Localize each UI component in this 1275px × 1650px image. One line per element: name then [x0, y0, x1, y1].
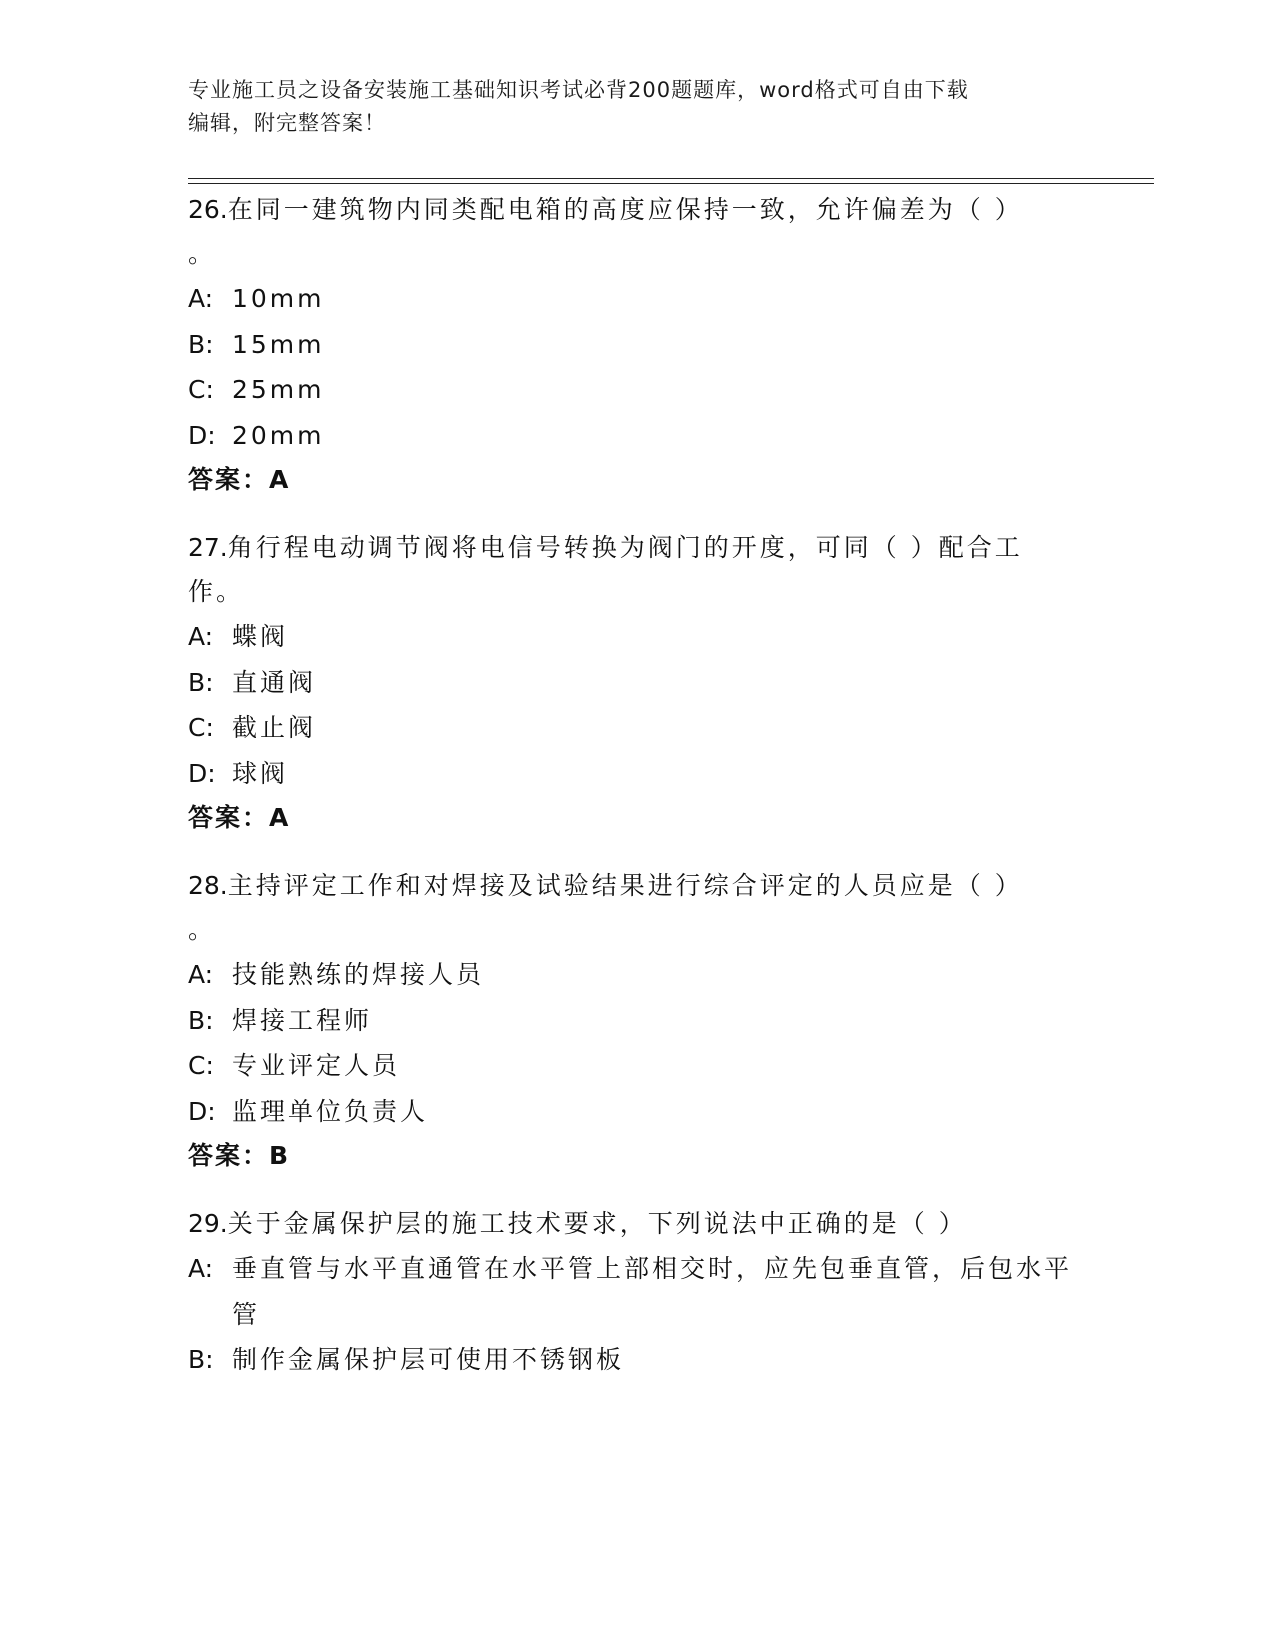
question-28	[188, 864, 1088, 1178]
option-text: 监理单位负责人	[232, 1096, 429, 1126]
option-letter: C:	[188, 375, 214, 404]
option-text: 制作金属保护层可使用不锈钢板	[232, 1345, 625, 1374]
option-letter: D:	[188, 420, 216, 450]
option-text: 球阀	[232, 758, 289, 788]
question-29	[188, 1202, 1088, 1383]
option-b	[188, 1337, 1088, 1383]
question-stem-continuation: 。	[188, 915, 217, 944]
option-letter: A:	[188, 284, 214, 313]
header-line-1: 专业施工员之设备安装施工基础知识考试必背200题题库，word格式可自由下载	[188, 78, 969, 102]
option-letter: B:	[188, 667, 214, 697]
option-text: 直通阀	[232, 667, 317, 697]
question-stem	[188, 526, 1088, 570]
option-b	[188, 998, 1088, 1044]
option-d	[188, 751, 1088, 797]
question-stem-continuation: 作。	[188, 577, 245, 606]
option-text: 截止阀	[232, 713, 317, 742]
option-a	[188, 952, 1088, 998]
question-list	[188, 188, 1088, 1407]
answer-label: 答案：A	[188, 803, 291, 832]
option-text: 专业评定人员	[232, 1051, 401, 1080]
option-letter: A:	[188, 622, 214, 651]
question-stem	[188, 1202, 1088, 1246]
question-stem	[188, 864, 1088, 908]
option-text: 蝶阀	[232, 622, 289, 651]
option-letter: B:	[188, 329, 214, 359]
question-stem	[188, 188, 1088, 232]
option-letter: C:	[188, 1051, 214, 1080]
option-d	[188, 413, 1088, 459]
question-text: 主持评定工作和对焊接及试验结果进行综合评定的人员应是（ ）	[227, 871, 1023, 900]
option-text: 15mm	[232, 329, 325, 359]
option-text: 20mm	[232, 420, 325, 450]
header-divider-bottom	[188, 183, 1154, 184]
question-text: 角行程电动调节阀将电信号转换为阀门的开度，可同（ ）配合工	[227, 533, 1023, 562]
question-27	[188, 526, 1088, 840]
option-b	[188, 660, 1088, 706]
option-a	[188, 276, 1088, 322]
option-letter: D:	[188, 758, 216, 788]
option-letter: C:	[188, 713, 214, 742]
option-letter: A:	[188, 960, 214, 989]
document-header	[188, 74, 1068, 140]
option-text: 垂直管与水平直通管在水平管上部相交时，应先包垂直管，后包水平管	[232, 1254, 1073, 1329]
option-a	[188, 1246, 1088, 1337]
answer-label: 答案：B	[188, 1141, 291, 1170]
option-c	[188, 367, 1088, 413]
option-letter: B:	[188, 1345, 214, 1374]
option-letter: D:	[188, 1096, 216, 1126]
option-d	[188, 1089, 1088, 1135]
question-text: 关于金属保护层的施工技术要求，下列说法中正确的是（ ）	[227, 1209, 967, 1238]
option-a	[188, 614, 1088, 660]
answer-label: 答案：A	[188, 465, 291, 494]
question-stem-continuation: 。	[188, 239, 217, 268]
header-divider-top	[188, 178, 1154, 179]
option-text: 焊接工程师	[232, 1005, 373, 1035]
option-letter: A:	[188, 1254, 214, 1283]
option-letter: B:	[188, 1005, 214, 1035]
option-text: 10mm	[232, 284, 325, 313]
question-number: 26.	[188, 195, 228, 224]
option-c	[188, 705, 1088, 751]
question-text: 在同一建筑物内同类配电箱的高度应保持一致，允许偏差为（ ）	[227, 195, 1023, 224]
option-c	[188, 1043, 1088, 1089]
option-b	[188, 322, 1088, 368]
question-number: 28.	[188, 871, 228, 900]
option-text: 技能熟练的焊接人员	[232, 960, 485, 989]
header-line-2: 编辑，附完整答案！	[188, 111, 386, 135]
option-text: 25mm	[232, 375, 325, 404]
question-number: 27.	[188, 533, 228, 562]
question-26	[188, 188, 1088, 502]
question-number: 29.	[188, 1209, 228, 1238]
